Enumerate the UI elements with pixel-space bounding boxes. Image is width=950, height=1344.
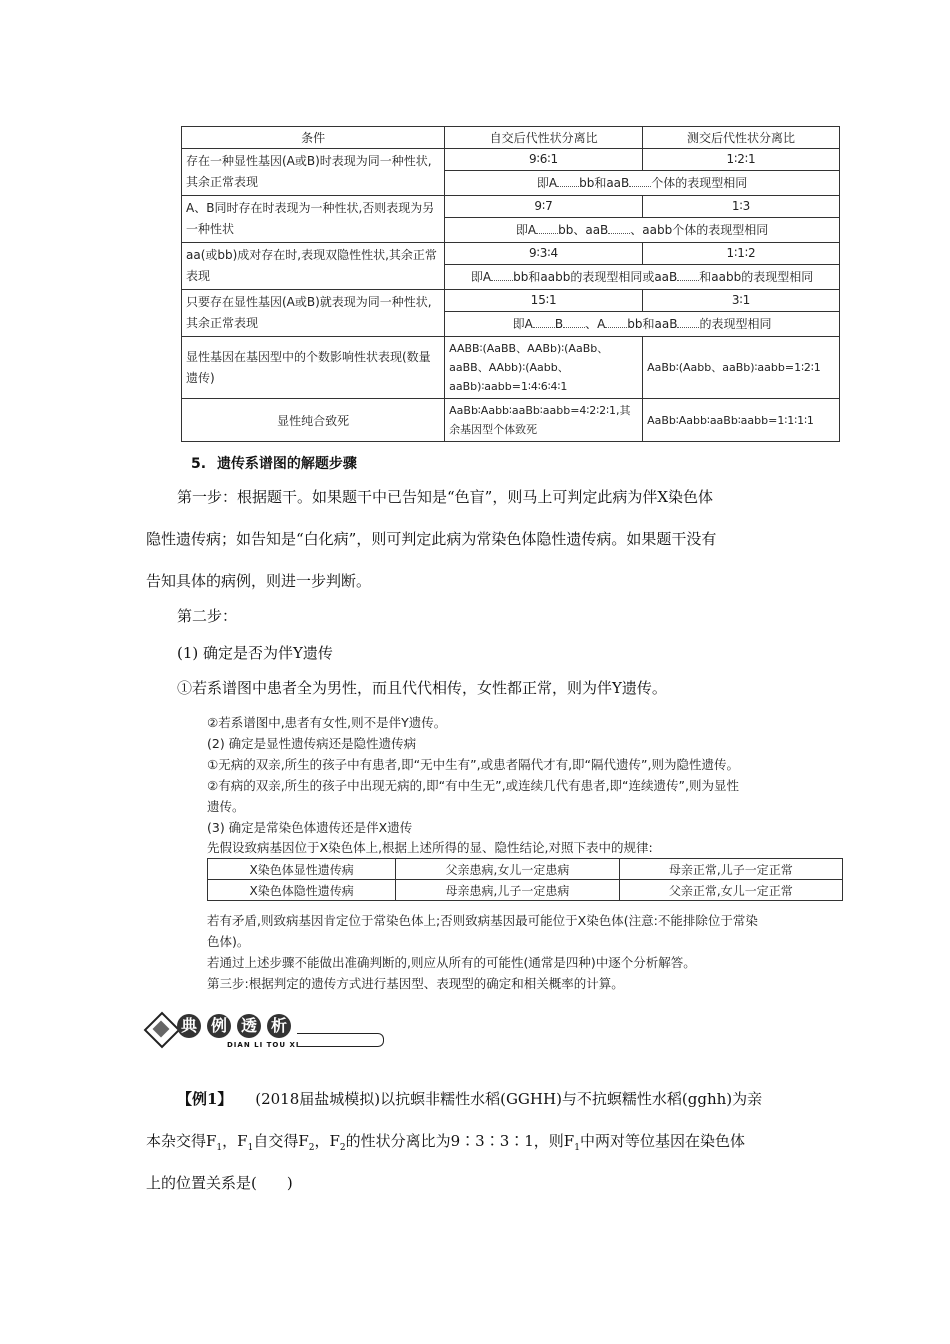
note-text: bb和aabb的表现型相同或aaB [513, 270, 678, 285]
row3-test: 1∶1∶2 [643, 243, 840, 265]
note-text: 个体的表现型相同 [651, 176, 748, 191]
note-text: 即A [470, 270, 492, 285]
note-text: bb和aaB [579, 176, 630, 191]
blank [629, 186, 651, 187]
after-p1-line2: 色体)。 [207, 934, 250, 949]
table-cell: X染色体显性遗传病 [208, 859, 396, 880]
example-text: (2018届盐城模拟)以抗螟非糯性水稻(GGHH)与不抗螟糯性水稻(gghh)为亲 [255, 1090, 763, 1108]
example-line1 [177, 1089, 762, 1109]
subscript: 1 [216, 1143, 223, 1153]
blank [677, 280, 699, 281]
x-linked-rules-table [207, 858, 843, 901]
row5-test: AaBb∶(Aabb、aaBb)∶aabb=1∶2∶1 [643, 337, 840, 399]
table-cell: 母亲正常,儿子一定正常 [619, 859, 842, 880]
table-header-row [182, 127, 840, 149]
row5-condition: 显性基因在基因型中的个数影响性状表现(数量遗传) [182, 337, 445, 399]
blank [557, 186, 579, 187]
step2-item2a: ①无病的双亲,所生的孩子中有患者,即“无中生有”,或患者隔代才有,即“隔代遗传”,则为隐性遗传。 [207, 757, 739, 772]
header-testcross: 测交后代性状分离比 [643, 127, 840, 149]
blank [533, 327, 555, 328]
step2-item3: (3) 确定是常染色体遗传还是伴X遗传 [207, 820, 413, 835]
row2-condition: A、B同时存在时表现为一种性状,否则表现为另一种性状 [182, 196, 445, 243]
step2-item2b-line1: ②有病的双亲,所生的孩子中出现无病的,即“有中生无”,或连续几代有患者,即“连续遗传”,则为显性 [207, 778, 739, 793]
text: ，F [222, 1132, 248, 1150]
text: ，F [314, 1132, 340, 1150]
step2-title: 第二步： [177, 607, 238, 625]
note-text: 和aabb的表现型相同 [699, 270, 814, 285]
blank [563, 327, 585, 328]
step1-line2: 隐性遗传病；如告知是“白化病”，则可判定此病为常染色体隐性遗传病。如果题干没有 [146, 530, 717, 548]
note-text: 的表现型相同 [699, 317, 772, 332]
subscript: 2 [308, 1143, 315, 1153]
row6-condition: 显性纯合致死 [182, 399, 445, 442]
row4-condition: 只要存在显性基因(A或B)就表现为同一种性状,其余正常表现 [182, 290, 445, 337]
note-text: bb和aaB [627, 317, 678, 332]
note-text: 即A [515, 223, 537, 238]
blank [608, 233, 630, 234]
row4-note [445, 311, 840, 336]
step2-item2: (2) 确定是显性遗传病还是隐性遗传病 [207, 736, 417, 751]
blank [605, 327, 627, 328]
table-cell: X染色体隐性遗传病 [208, 880, 396, 901]
row3-condition: aa(或bb)成对存在时,表现双隐性性状,其余正常表现 [182, 243, 445, 290]
table-cell: 父亲正常,女儿一定正常 [619, 880, 842, 901]
text: 中两对等位基因在染色体 [579, 1132, 745, 1150]
table-row [182, 196, 840, 218]
after-p1-line1: 若有矛盾,则致病基因肯定位于常染色体上;否则致病基因最可能位于X染色体(注意:不能排除位于常染 [207, 913, 758, 928]
table-cell: 父亲患病,女儿一定患病 [396, 859, 619, 880]
row1-self: 9∶6∶1 [445, 149, 643, 171]
table-row [182, 243, 840, 265]
table-cell: 母亲患病,儿子一定患病 [396, 880, 619, 901]
note-text: bb、aaB [558, 223, 609, 238]
row3-note [445, 264, 840, 289]
row1-test: 1∶2∶1 [643, 149, 840, 171]
example-line3: 上的位置关系是( ) [146, 1174, 293, 1192]
subscript: 1 [574, 1143, 580, 1153]
blank [677, 327, 699, 328]
step2-item3a: 先假设致病基因位于X染色体上,根据上述所得的显、隐性结论,对照下表中的规律: [207, 840, 653, 855]
row5-self: AABB∶(AaBB、AABb)∶(AaBb、aaBB、AAbb)∶(Aabb、aaBb)∶aabb=1∶4∶6∶4∶1 [445, 337, 643, 399]
row6-self: AaBb∶Aabb∶aaBb∶aabb=4∶2∶2∶1,其余基因型个体致死 [445, 399, 643, 442]
banner-char: 例 [207, 1014, 231, 1038]
note-text: 即A [536, 176, 558, 191]
row4-self: 15∶1 [445, 290, 643, 312]
table-row [208, 859, 843, 880]
text: 自交得F [253, 1132, 309, 1150]
example-banner [147, 1011, 387, 1051]
note-text: B [554, 317, 564, 332]
table-row [182, 149, 840, 171]
example-line2 [146, 1131, 745, 1158]
text: 的性状分离比为9∶3∶3∶1，则F [345, 1132, 575, 1150]
banner-line [297, 1033, 384, 1047]
table-row [182, 290, 840, 312]
blank [491, 280, 513, 281]
row3-self: 9∶3∶4 [445, 243, 643, 265]
step2-item2b-line2: 遗传。 [207, 799, 245, 814]
table-row [182, 399, 840, 442]
banner-char: 析 [267, 1014, 291, 1038]
row4-test: 3∶1 [643, 290, 840, 312]
row1-condition: 存在一种显性基因(A或B)时表现为同一种性状,其余正常表现 [182, 149, 445, 196]
note-text: 、A [585, 317, 606, 332]
header-selfcross: 自交后代性状分离比 [445, 127, 643, 149]
row2-note [445, 217, 840, 242]
section-title: 遗传系谱图的解题步骤 [216, 456, 357, 472]
note-text: 、aabb个体的表现型相同 [630, 223, 769, 238]
step2-item1b: ②若系谱图中,患者有女性,则不是伴Y遗传。 [207, 715, 447, 730]
banner-pinyin: DIAN LI TOU XI [227, 1041, 300, 1049]
step2-item1: (1) 确定是否为伴Y遗传 [177, 644, 333, 662]
banner-char: 透 [237, 1014, 261, 1038]
step1-line3: 告知具体的病例，则进一步判断。 [146, 572, 372, 590]
row6-test: AaBb∶Aabb∶aaBb∶aabb=1∶1∶1∶1 [643, 399, 840, 442]
example-label: 【例1】 [177, 1090, 233, 1108]
subscript: 2 [339, 1143, 346, 1153]
after-p2: 若通过上述步骤不能做出准确判断的,则应从所有的可能性(通常是四种)中逐个分析解答。 [207, 955, 696, 970]
blank [536, 233, 558, 234]
banner-char: 典 [177, 1014, 201, 1038]
gene-interaction-table [181, 126, 840, 442]
table-row [208, 880, 843, 901]
row1-note [445, 170, 840, 195]
row2-test: 1∶3 [643, 196, 840, 218]
row2-self: 9∶7 [445, 196, 643, 218]
after-p3: 第三步:根据判定的遗传方式进行基因型、表现型的确定和相关概率的计算。 [207, 976, 624, 991]
section-number: 5. [191, 456, 207, 472]
step1-line1: 第一步：根据题干。如果题干中已告知是“色盲”，则马上可判定此病为伴X染色体 [177, 488, 714, 506]
text: 本杂交得F [146, 1132, 217, 1150]
subscript: 1 [247, 1143, 254, 1153]
table-row [182, 337, 840, 399]
note-text: 即A [512, 317, 533, 332]
header-condition: 条件 [182, 127, 445, 149]
section-heading [191, 453, 357, 473]
step2-item1a: ①若系谱图中患者全为男性，而且代代相传，女性都正常，则为伴Y遗传。 [177, 679, 667, 697]
